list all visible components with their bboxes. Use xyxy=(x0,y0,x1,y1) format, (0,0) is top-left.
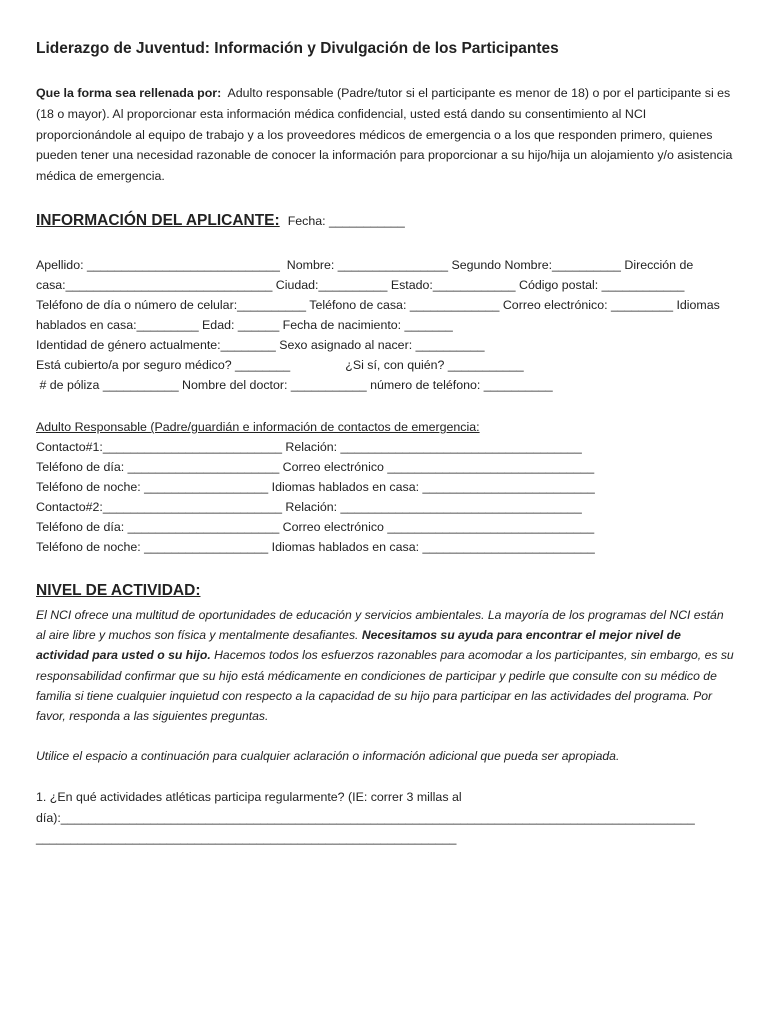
contact1-line[interactable]: Contacto#1:__________________________ Relación: ___________________________________ xyxy=(36,440,582,454)
contact2-day-phone-line[interactable]: Teléfono de día: ______________________ Correo electrónico ______________________________ xyxy=(36,520,595,534)
contacts-heading: Adulto Responsable (Padre/guardián e información de contactos de emergencia: xyxy=(36,420,480,434)
applicant-line-gender[interactable]: Identidad de género actualmente:________ Sexo asignado al nacer: __________ xyxy=(36,338,485,352)
applicant-line-languages[interactable]: hablados en casa:_________ Edad: ______ Fecha de nacimiento: _______ xyxy=(36,318,453,332)
activity-paragraph xyxy=(36,605,736,726)
question1-answer-line-2[interactable]: _____________________________________________________________ xyxy=(36,831,457,845)
activity-text-bold: Necesitamos su ayuda para encontrar el mejor nivel de actividad para usted o su hijo. xyxy=(36,628,681,663)
applicant-line-address[interactable]: casa:______________________________ Ciudad:__________ Estado:____________ Código postal: ____________ xyxy=(36,278,685,292)
applicant-line-insurance[interactable]: Está cubierto/a por seguro médico? ________ ¿Si sí, con quién? ___________ xyxy=(36,358,524,372)
applicant-section-heading xyxy=(36,212,405,230)
applicant-line-policy[interactable]: # de póliza ___________ Nombre del doctor: ___________ número de teléfono: __________ xyxy=(36,378,553,392)
question1-answer-line[interactable]: día):____________________________________________________________________________________________ xyxy=(36,811,695,825)
activity-heading: NIVEL DE ACTIVIDAD: xyxy=(36,582,201,599)
intro-label: Que la forma sea rellenada por: xyxy=(36,86,222,100)
intro-text: Adulto responsable (Padre/tutor si el participante es menor de 18) o por el participante si es (18 o mayor). Al proporcionar esta información médica confidencial, usted está dando su consentimiento al NCI proporcionándole al equipo de trabajo y a los proveedores médicos de emergencia o a los que responden primero, quienes pueden tener una necesidad razonable de conocer la información para proporcionar a su hijo/hija un alojamiento y/o asistencia médica de emergencia. xyxy=(36,86,733,184)
contact2-night-phone-line[interactable]: Teléfono de noche: __________________ Idiomas hablados en casa: _________________________ xyxy=(36,540,595,554)
activity-text-b: Hacemos todos los esfuerzos razonables para acomodar a los participantes, sin embargo, es su responsabilidad confirmar que su hijo está médicamente en condiciones de participar y pedirle que consulte con su médico de familia si tiene cualquier inquietud con respecto a la capacidad de su hijo para participar en las actividades del programa. Por favor, responda a las siguientes preguntas. xyxy=(36,648,734,724)
intro-paragraph xyxy=(36,83,734,187)
applicant-heading: INFORMACIÓN DEL APLICANTE: xyxy=(36,212,280,229)
contact2-line[interactable]: Contacto#2:__________________________ Relación: ___________________________________ xyxy=(36,500,582,514)
activity-text-a: El NCI ofrece una multitud de oportunidades de educación y servicios ambientales. La mayoría de los programas del NCI están al aire libre y muchos son física y mentalmente desafiantes. xyxy=(36,608,724,643)
applicant-line-name[interactable]: Apellido: ____________________________ Nombre: ________________ Segundo Nombre:__________ Dirección de xyxy=(36,258,694,272)
date-field[interactable]: Fecha: ___________ xyxy=(287,214,405,228)
question1-text: 1. ¿En qué actividades atléticas participa regularmente? (IE: correr 3 millas al xyxy=(36,790,462,804)
activity-note: Utilice el espacio a continuación para cualquier aclaración o información adicional que pueda ser apropiada. xyxy=(36,749,620,763)
contact1-day-phone-line[interactable]: Teléfono de día: ______________________ Correo electrónico ______________________________ xyxy=(36,460,595,474)
applicant-line-phones[interactable]: Teléfono de día o número de celular:__________ Teléfono de casa: _____________ Correo electrónico: _________ Idiomas xyxy=(36,298,720,312)
contact1-night-phone-line[interactable]: Teléfono de noche: __________________ Idiomas hablados en casa: _________________________ xyxy=(36,480,595,494)
page-title: Liderazgo de Juventud: Información y Divulgación de los Participantes xyxy=(36,40,559,57)
